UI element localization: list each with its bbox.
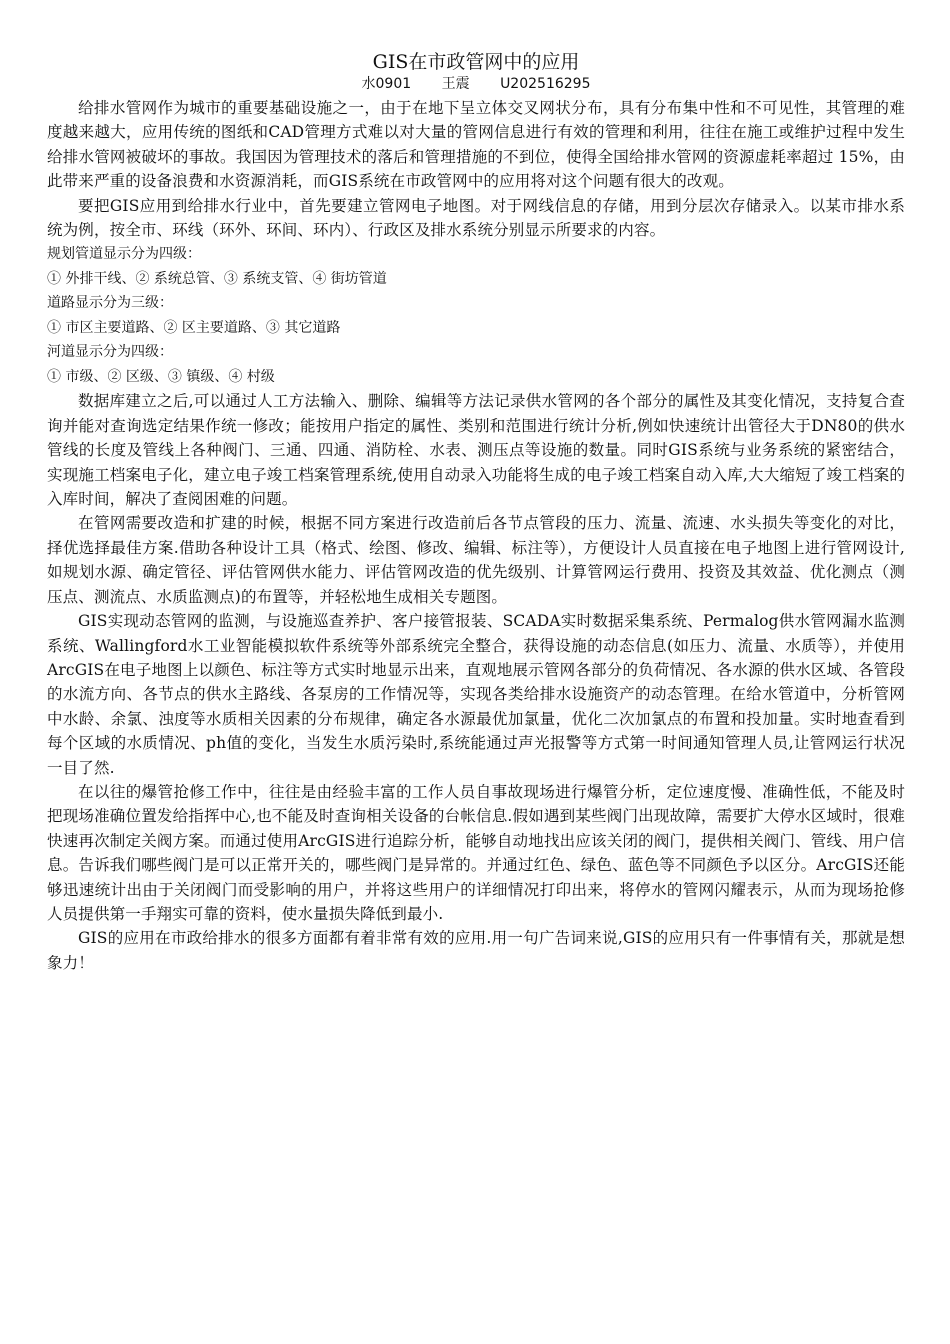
student-id: U202516295 xyxy=(500,76,591,92)
paragraph-redesign: 在管网需要改造和扩建的时候，根据不同方案进行改造前后各节点管段的压力、流量、流速、水头损失等变化的对比，择优选择最佳方案.借助各种设计工具（格式、绘图、修改、编辑、标注等），方便设计人员直接在电子地图上进行管网设计,如规划水源、确定管径、评估管网供水能力、评估管网改造的优先级别、计算管网运行费用、投资及其效益、优化测点（测压点、测流点、水质监测点)的布置等，并轻松地生成相关专题图。 xyxy=(47,514,905,606)
paragraph-electronic-map: 要把GIS应用到给排水行业中，首先要建立管网电子地图。对于网线信息的存储，用到分层次存储录入。以某市排水系统为例，按全市、环线（环外、环间、环内）、行政区及排水系统分别显示所要求的内容。 xyxy=(47,196,905,240)
road-levels-list: ① 市区主要道路、② 区主要道路、③ 其它道路 xyxy=(47,319,341,336)
pipe-levels-heading: 规划管道显示分为四级： xyxy=(47,246,201,263)
river-levels-list: ① 市级、② 区级、③ 镇级、④ 村级 xyxy=(47,368,275,385)
river-levels-heading: 河道显示分为四级： xyxy=(47,344,173,361)
road-levels-heading: 道路显示分为三级： xyxy=(47,295,173,312)
class-id: 水0901 xyxy=(361,76,412,92)
paragraph-intro: 给排水管网作为城市的重要基础设施之一，由于在地下呈立体交叉网状分布，具有分布集中性和不可见性，其管理的难度越来越大，应用传统的图纸和CAD管理方式难以对大量的管网信息进行有效的管理和利用，往往在施工或维护过程中发生给排水管网被破坏的事故。我国因为管理技术的落后和管理措施的不到位，使得全国给排水管网的资源虚耗率超过 15%，由此带来严重的设备浪费和水资源消耗，而GIS系统在市政管网中的应用将对这个问题有很大的改观。 xyxy=(47,99,905,191)
author-name: 王震 xyxy=(441,76,470,92)
paragraph-database: 数据库建立之后,可以通过人工方法输入、删除、编辑等方法记录供水管网的各个部分的属性及其变化情况，支持复合查询并能对查询选定结果作统一修改；能按用户指定的属性、类别和范围进行统计分析,例如快速统计出管径大于DN80的供水管线的长度及管线上各种阀门、三通、四通、消防栓、水表、测压点等设施的数量。同时GIS系统与业务系统的紧密结合，实现施工档案电子化，建立电子竣工档案管理系统,使用自动录入功能将生成的电子竣工档案自动入库,大大缩短了竣工档案的入库时间，解决了查阅困难的问题。 xyxy=(47,392,905,509)
author-byline xyxy=(47,74,905,94)
paragraph-monitoring: GIS实现动态管网的监测，与设施巡查养护、客户接管报装、SCADA实时数据采集系统、Permalog供水管网漏水监测系统、Wallingford水工业智能模拟软件系统等外部系统完全整合，获得设施的动态信息(如压力、流量、水质等），并使用ArcGIS在电子地图上以颜色、标注等方式实时地显示出来，直观地展示管网各部分的负荷情况、各水源的供水区域、各管段的水流方向、各节点的供水主路线、各泵房的工作情况等，实现各类给排水设施资产的动态管理。在给水管道中，分析管网中水龄、余氯、浊度等水质相关因素的分布规律，确定各水源最优加氯量，优化二次加氯点的布置和投加量。实时地查看到每个区域的水质情况、ph值的变化，当发生水质污染时,系统能通过声光报警等方式第一时间通知管理人员,让管网运行状况一目了然. xyxy=(47,612,905,777)
pipe-levels-list: ① 外排干线、② 系统总管、③ 系统支管、④ 街坊管道 xyxy=(47,270,387,287)
document-page xyxy=(47,50,905,975)
paragraph-emergency-repair: 在以往的爆管抢修工作中，往往是由经验丰富的工作人员自事故现场进行爆管分析，定位速度慢、准确性低，不能及时把现场准确位置发给指挥中心,也不能及时查询相关设备的台帐信息.假如遇到某些阀门出现故障，需要扩大停水区域时，很难快速再次制定关阀方案。而通过使用ArcGIS进行追踪分析，能够自动地找出应该关闭的阀门，提供相关阀门、管线、用户信息。告诉我们哪些阀门是可以正常开关的，哪些阀门是异常的。并通过红色、绿色、蓝色等不同颜色予以区分。ArcGIS还能够迅速统计出由于关闭阀门而受影响的用户，并将这些用户的详细情况打印出来，将停水的管网闪耀表示，从而为现场抢修人员提供第一手翔实可靠的资料，使水量损失降低到最小. xyxy=(47,782,905,923)
document-title: GIS在市政管网中的应用 xyxy=(372,51,580,73)
paragraph-conclusion: GIS的应用在市政给排水的很多方面都有着非常有效的应用.用一句广告词来说,GIS的应用只有一件事情有关，那就是想象力！ xyxy=(47,929,905,972)
